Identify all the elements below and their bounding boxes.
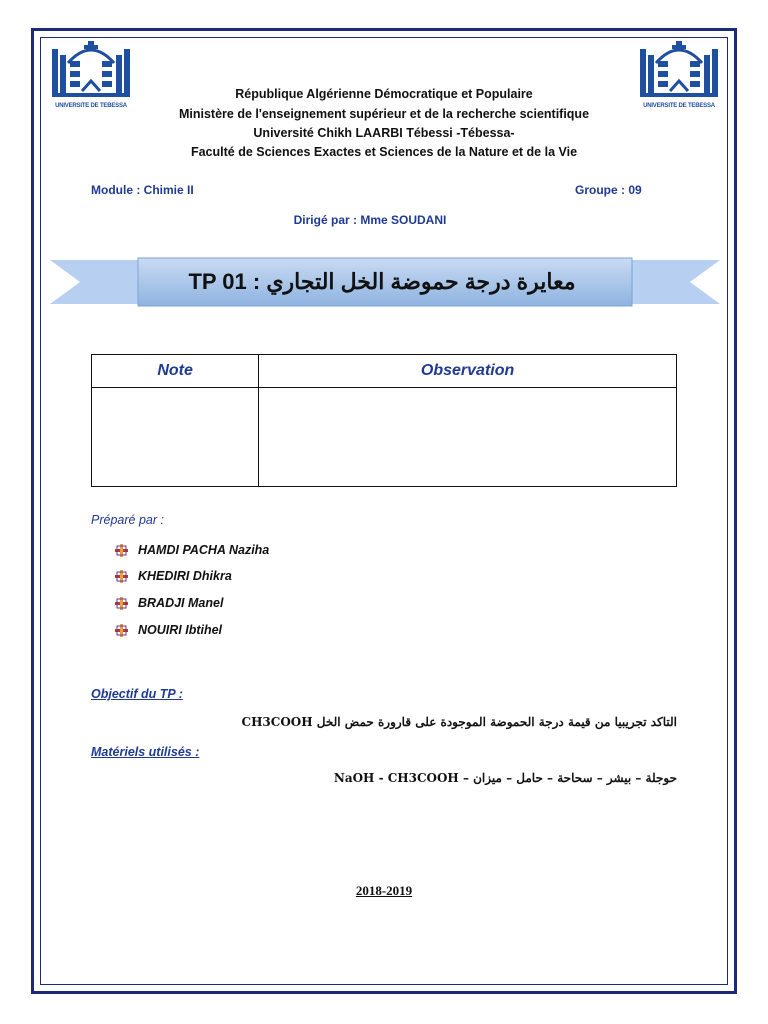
objective-text: التاكد تجريبيا من قيمة درجة الحموضة الموجودة على قارورة حمض الخل CH3COOH [241,715,677,729]
objective-label: Objectif du TP : [91,687,183,701]
bullet-icon [115,544,128,557]
bullet-icon [115,570,128,583]
logo-caption: UNIVERSITE DE TEBESSA [55,103,127,109]
note-cell [92,388,259,487]
note-header: Note [92,355,259,388]
materials-text: حوجلة – بيشر – سحاحة – حامل – ميزان – NaOH - CH3COOH [333,771,677,785]
member-name: HAMDI PACHA Naziha [138,543,270,557]
materials-label: Matériels utilisés : [91,745,200,759]
header-university: Université Chikh LAARBI Tébessi -Tébessa- [253,126,515,140]
observation-header: Observation [259,355,677,388]
list-item [115,569,232,583]
page-frame-inner [40,37,728,985]
list-item [115,596,223,610]
header-ministry: Ministère de l'enseignement supérieur et de la recherche scientifique [178,107,590,121]
list-item [115,543,269,557]
observation-cell [259,388,677,487]
bullet-icon [115,624,128,637]
grade-table [91,354,677,487]
logo-caption: UNIVERSITE DE TEBESSA [643,103,715,109]
supervisor-label: Dirigé par : Mme SOUDANI [293,213,447,227]
bullet-icon [115,597,128,610]
member-name: BRADJI Manel [138,596,224,610]
header-republic: République Algérienne Démocratique et Populaire [235,87,533,101]
list-item [115,623,222,637]
academic-year: 2018-2019 [355,883,413,898]
header-faculty: Faculté de Sciences Exactes et Sciences de la Nature et de la Vie [190,145,578,159]
module-label: Module : Chimie II [91,183,194,197]
member-name: NOUIRI Ibtihel [138,623,223,637]
prepared-by-label: Préparé par : [91,513,164,527]
member-name: KHEDIRI Dhikra [138,569,232,583]
group-label: Groupe : 09 [575,183,642,197]
report-title: معايرة درجة حموضة الخل التجاري : TP 01 [188,269,576,294]
